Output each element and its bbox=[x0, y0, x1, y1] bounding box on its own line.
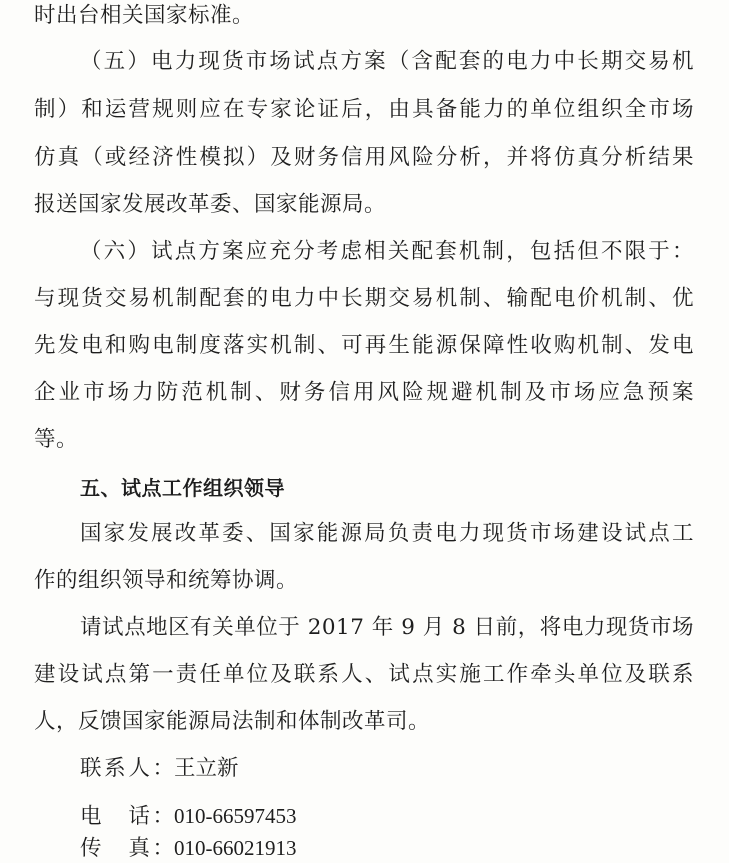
paragraph-line: （五）电力现货市场试点方案（含配套的电力中长期交易机 bbox=[80, 49, 694, 74]
paragraph-line: 企业市场力防范机制、财务信用风险规避机制及市场应急预案 bbox=[34, 380, 694, 405]
contact-phone bbox=[80, 802, 297, 831]
contact-label: 电 话： bbox=[80, 804, 174, 829]
contact-person bbox=[80, 755, 239, 783]
paragraph-line: 与现货交易机制配套的电力中长期交易机制、输配电价机制、优 bbox=[34, 286, 694, 311]
contact-value: 010-66021913 bbox=[174, 836, 297, 860]
paragraph-line: 报送国家发展改革委、国家能源局。 bbox=[34, 192, 387, 217]
contact-value: 010-66597453 bbox=[174, 804, 297, 828]
paragraph-line: 仿真（或经济性模拟）及财务信用风险分析，并将仿真分析结果 bbox=[34, 145, 694, 170]
contact-label: 传 真： bbox=[80, 836, 174, 861]
paragraph-line: 请试点地区有关单位于 2017 年 9 月 8 日前，将电力现货市场 bbox=[80, 615, 694, 640]
paragraph-line: 人，反馈国家能源局法制和体制改革司。 bbox=[34, 709, 431, 734]
contact-fax bbox=[80, 834, 297, 863]
paragraph-line: 作的组织领导和统筹协调。 bbox=[34, 568, 299, 593]
paragraph-line: 先发电和购电制度落实机制、可再生能源保障性收购机制、发电 bbox=[34, 333, 694, 358]
paragraph-line: 等。 bbox=[34, 427, 79, 452]
paragraph-line: （六）试点方案应充分考虑相关配套机制，包括但不限于： bbox=[80, 239, 694, 264]
paragraph-line: 制）和运营规则应在专家论证后，由具备能力的单位组织全市场 bbox=[34, 97, 694, 122]
section-heading: 五、试点工作组织领导 bbox=[80, 476, 285, 500]
paragraph-line: 国家发展改革委、国家能源局负责电力现货市场建设试点工 bbox=[80, 521, 694, 546]
paragraph-line: 建设试点第一责任单位及联系人、试点实施工作牵头单位及联系 bbox=[34, 662, 694, 687]
contact-value: 王立新 bbox=[174, 756, 239, 781]
paragraph-line: 时出台相关国家标准。 bbox=[34, 3, 255, 28]
contact-label: 联系人： bbox=[80, 756, 174, 781]
